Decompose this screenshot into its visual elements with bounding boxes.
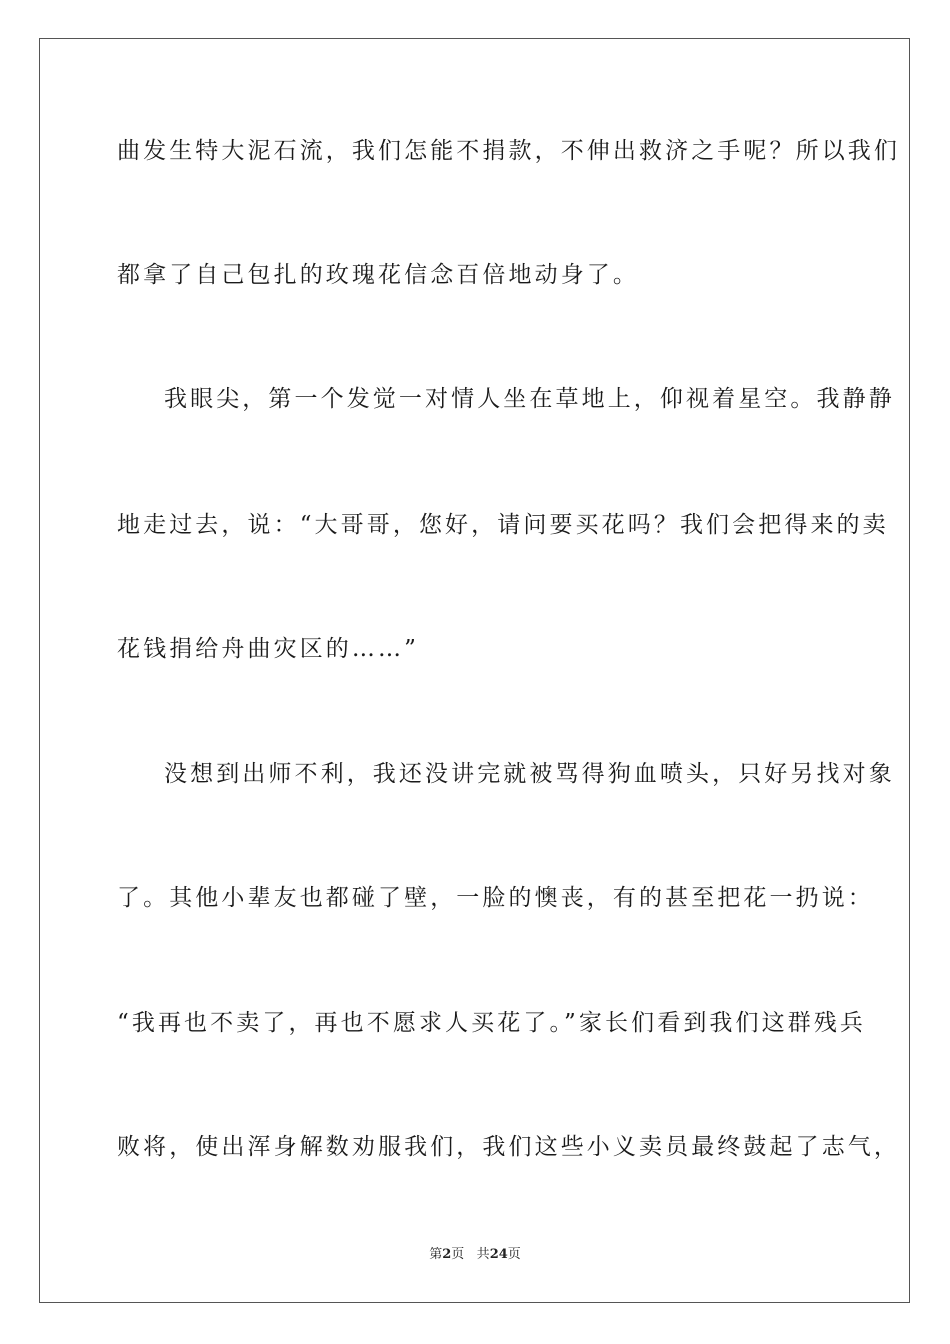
- paragraph-start-line: 我眼尖，第一个发觉一对情人坐在草地上，仰视着星空。我静静: [164, 386, 895, 412]
- text-line: “我再也不卖了，再也不愿求人买花了。”家长们看到我们这群残兵: [117, 1010, 867, 1036]
- page-border: [39, 38, 910, 1303]
- text-line: 曲发生特大泥石流，我们怎能不捐款，不伸出救济之手呢？所以我们: [117, 138, 900, 164]
- page-number: 2: [442, 1247, 452, 1262]
- page-label-prefix: 第: [429, 1247, 443, 1262]
- total-label-suffix: 页: [507, 1247, 521, 1262]
- page-footer: [0, 1247, 950, 1263]
- text-line: 地走过去，说：“大哥哥，您好，请问要买花吗？我们会把得来的卖: [117, 512, 889, 538]
- text-line: 了。其他小辈友也都碰了壁，一脸的懊丧，有的甚至把花一扔说：: [117, 885, 874, 911]
- total-pages: 24: [489, 1247, 508, 1262]
- paragraph-start-line: 没想到出师不利，我还没讲完就被骂得狗血喷头，只好另找对象: [164, 761, 895, 787]
- text-line: 败将，使出浑身解数劝服我们，我们这些小义卖员最终鼓起了志气，: [117, 1134, 900, 1160]
- total-label-prefix: 共: [476, 1247, 490, 1262]
- text-line: 都拿了自己包扎的玫瑰花信念百倍地动身了。: [117, 262, 639, 288]
- page-label-suffix: 页: [451, 1247, 465, 1262]
- text-line: 花钱捐给舟曲灾区的……”: [117, 636, 419, 662]
